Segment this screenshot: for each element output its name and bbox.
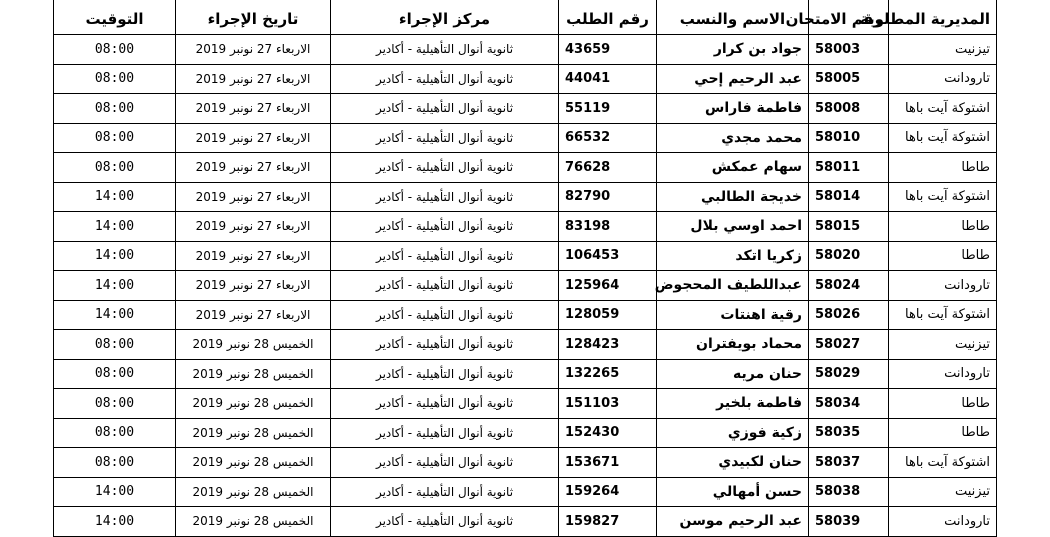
full-name-cell: زكريا اتكد: [657, 241, 809, 271]
exam-center-cell: ثانوية أنوال التأهيلية - أكادير: [331, 241, 559, 271]
table-row: [54, 94, 997, 124]
directorate-cell: طاطا: [889, 153, 997, 183]
header-exam-date: تاريخ الإجراء: [176, 0, 331, 35]
full-name-cell: فاطمة فاراس: [657, 94, 809, 124]
request-number-cell: 128059: [559, 300, 657, 330]
exam-center-cell: ثانوية أنوال التأهيلية - أكادير: [331, 300, 559, 330]
directorate-cell: طاطا: [889, 241, 997, 271]
exam-number-cell: 58011: [809, 153, 889, 183]
exam-number-cell: 58027: [809, 330, 889, 360]
full-name-cell: محماد بويفتران: [657, 330, 809, 360]
request-number-cell: 132265: [559, 359, 657, 389]
time-cell: 14:00: [54, 271, 176, 301]
request-number-cell: 159264: [559, 477, 657, 507]
exam-number-cell: 58038: [809, 477, 889, 507]
directorate-cell: اشتوكة آيت باها: [889, 94, 997, 124]
exam-number-cell: 58039: [809, 507, 889, 537]
request-number-cell: 76628: [559, 153, 657, 183]
exam-date-cell: الاربعاء 27 نونبر 2019: [176, 271, 331, 301]
header-exam-center: مركز الإجراء: [331, 0, 559, 35]
directorate-cell: اشتوكة آيت باها: [889, 300, 997, 330]
exam-center-cell: ثانوية أنوال التأهيلية - أكادير: [331, 153, 559, 183]
time-cell: 08:00: [54, 359, 176, 389]
directorate-cell: طاطا: [889, 212, 997, 242]
exam-date-cell: الخميس 28 نونبر 2019: [176, 330, 331, 360]
exam-center-cell: ثانوية أنوال التأهيلية - أكادير: [331, 448, 559, 478]
full-name-cell: احمد اوسي بلال: [657, 212, 809, 242]
directorate-cell: طاطا: [889, 418, 997, 448]
exam-number-cell: 58024: [809, 271, 889, 301]
request-number-cell: 83198: [559, 212, 657, 242]
exam-date-cell: الاربعاء 27 نونبر 2019: [176, 123, 331, 153]
table-row: [54, 153, 997, 183]
exam-number-cell: 58035: [809, 418, 889, 448]
time-cell: 14:00: [54, 241, 176, 271]
exam-number-cell: 58014: [809, 182, 889, 212]
exam-date-cell: الخميس 28 نونبر 2019: [176, 359, 331, 389]
full-name-cell: جواد بن كرار: [657, 35, 809, 65]
directorate-cell: تيزنيت: [889, 35, 997, 65]
request-number-cell: 159827: [559, 507, 657, 537]
time-cell: 14:00: [54, 212, 176, 242]
request-number-cell: 82790: [559, 182, 657, 212]
request-number-cell: 128423: [559, 330, 657, 360]
table-row: [54, 300, 997, 330]
exam-date-cell: الاربعاء 27 نونبر 2019: [176, 64, 331, 94]
exam-center-cell: ثانوية أنوال التأهيلية - أكادير: [331, 212, 559, 242]
header-row: [54, 0, 997, 35]
time-cell: 14:00: [54, 477, 176, 507]
exam-center-cell: ثانوية أنوال التأهيلية - أكادير: [331, 507, 559, 537]
exam-date-cell: الاربعاء 27 نونبر 2019: [176, 241, 331, 271]
exam-date-cell: الاربعاء 27 نونبر 2019: [176, 35, 331, 65]
header-request-number: رقم الطلب: [559, 0, 657, 35]
exam-date-cell: الاربعاء 27 نونبر 2019: [176, 300, 331, 330]
request-number-cell: 152430: [559, 418, 657, 448]
time-cell: 08:00: [54, 64, 176, 94]
exam-center-cell: ثانوية أنوال التأهيلية - أكادير: [331, 271, 559, 301]
exam-number-cell: 58029: [809, 359, 889, 389]
time-cell: 08:00: [54, 389, 176, 419]
full-name-cell: عبداللطيف المحجوض: [657, 271, 809, 301]
time-cell: 08:00: [54, 448, 176, 478]
exam-schedule-document: [53, 0, 996, 537]
request-number-cell: 106453: [559, 241, 657, 271]
time-cell: 14:00: [54, 507, 176, 537]
request-number-cell: 153671: [559, 448, 657, 478]
table-row: [54, 507, 997, 537]
table-row: [54, 241, 997, 271]
directorate-cell: تارودانت: [889, 64, 997, 94]
full-name-cell: عبد الرحيم إحي: [657, 64, 809, 94]
exam-date-cell: الخميس 28 نونبر 2019: [176, 507, 331, 537]
full-name-cell: رقية اهنتات: [657, 300, 809, 330]
request-number-cell: 43659: [559, 35, 657, 65]
table-row: [54, 418, 997, 448]
time-cell: 08:00: [54, 330, 176, 360]
time-cell: 08:00: [54, 153, 176, 183]
full-name-cell: خديجة الطالبي: [657, 182, 809, 212]
exam-center-cell: ثانوية أنوال التأهيلية - أكادير: [331, 123, 559, 153]
exam-center-cell: ثانوية أنوال التأهيلية - أكادير: [331, 359, 559, 389]
time-cell: 08:00: [54, 94, 176, 124]
header-exam-number: رقم الامتحان: [809, 0, 889, 35]
exam-number-cell: 58005: [809, 64, 889, 94]
directorate-cell: اشتوكة آيت باها: [889, 182, 997, 212]
exam-center-cell: ثانوية أنوال التأهيلية - أكادير: [331, 94, 559, 124]
directorate-cell: تارودانت: [889, 271, 997, 301]
exam-center-cell: ثانوية أنوال التأهيلية - أكادير: [331, 64, 559, 94]
table-row: [54, 271, 997, 301]
header-time: التوقيت: [54, 0, 176, 35]
exam-date-cell: الخميس 28 نونبر 2019: [176, 418, 331, 448]
request-number-cell: 44041: [559, 64, 657, 94]
full-name-cell: حنان مريه: [657, 359, 809, 389]
directorate-cell: تارودانت: [889, 507, 997, 537]
full-name-cell: زكية فوزي: [657, 418, 809, 448]
time-cell: 08:00: [54, 123, 176, 153]
table-row: [54, 448, 997, 478]
exam-center-cell: ثانوية أنوال التأهيلية - أكادير: [331, 182, 559, 212]
exam-center-cell: ثانوية أنوال التأهيلية - أكادير: [331, 418, 559, 448]
exam-center-cell: ثانوية أنوال التأهيلية - أكادير: [331, 477, 559, 507]
table-row: [54, 35, 997, 65]
full-name-cell: محمد مجدي: [657, 123, 809, 153]
full-name-cell: حنان لكبيدي: [657, 448, 809, 478]
request-number-cell: 151103: [559, 389, 657, 419]
exam-date-cell: الخميس 28 نونبر 2019: [176, 389, 331, 419]
exam-number-cell: 58015: [809, 212, 889, 242]
table-row: [54, 359, 997, 389]
table-row: [54, 182, 997, 212]
header-directorate: المديرية المطلوبة: [889, 0, 997, 35]
full-name-cell: عبد الرحيم موسن: [657, 507, 809, 537]
exam-number-cell: 58026: [809, 300, 889, 330]
request-number-cell: 125964: [559, 271, 657, 301]
time-cell: 14:00: [54, 182, 176, 212]
exam-number-cell: 58010: [809, 123, 889, 153]
request-number-cell: 66532: [559, 123, 657, 153]
exam-date-cell: الاربعاء 27 نونبر 2019: [176, 212, 331, 242]
exam-date-cell: الخميس 28 نونبر 2019: [176, 477, 331, 507]
exam-date-cell: الخميس 28 نونبر 2019: [176, 448, 331, 478]
table-row: [54, 477, 997, 507]
request-number-cell: 55119: [559, 94, 657, 124]
exam-number-cell: 58037: [809, 448, 889, 478]
exam-center-cell: ثانوية أنوال التأهيلية - أكادير: [331, 330, 559, 360]
time-cell: 14:00: [54, 300, 176, 330]
full-name-cell: فاطمة بلخير: [657, 389, 809, 419]
directorate-cell: اشتوكة آيت باها: [889, 123, 997, 153]
full-name-cell: سهام عمكش: [657, 153, 809, 183]
directorate-cell: طاطا: [889, 389, 997, 419]
exam-center-cell: ثانوية أنوال التأهيلية - أكادير: [331, 389, 559, 419]
table-row: [54, 330, 997, 360]
table-row: [54, 64, 997, 94]
directorate-cell: تيزنيت: [889, 330, 997, 360]
directorate-cell: تارودانت: [889, 359, 997, 389]
directorate-cell: اشتوكة آيت باها: [889, 448, 997, 478]
exam-number-cell: 58020: [809, 241, 889, 271]
table-row: [54, 389, 997, 419]
time-cell: 08:00: [54, 418, 176, 448]
header-full-name: الاسم والنسب: [657, 0, 809, 35]
table-row: [54, 123, 997, 153]
full-name-cell: حسن أمهالي: [657, 477, 809, 507]
directorate-cell: تيزنيت: [889, 477, 997, 507]
exam-number-cell: 58003: [809, 35, 889, 65]
exam-number-cell: 58034: [809, 389, 889, 419]
exam-date-cell: الاربعاء 27 نونبر 2019: [176, 182, 331, 212]
exam-number-cell: 58008: [809, 94, 889, 124]
exam-date-cell: الاربعاء 27 نونبر 2019: [176, 153, 331, 183]
table-row: [54, 212, 997, 242]
exam-date-cell: الاربعاء 27 نونبر 2019: [176, 94, 331, 124]
time-cell: 08:00: [54, 35, 176, 65]
exam-center-cell: ثانوية أنوال التأهيلية - أكادير: [331, 35, 559, 65]
exam-schedule-table: [53, 0, 997, 537]
